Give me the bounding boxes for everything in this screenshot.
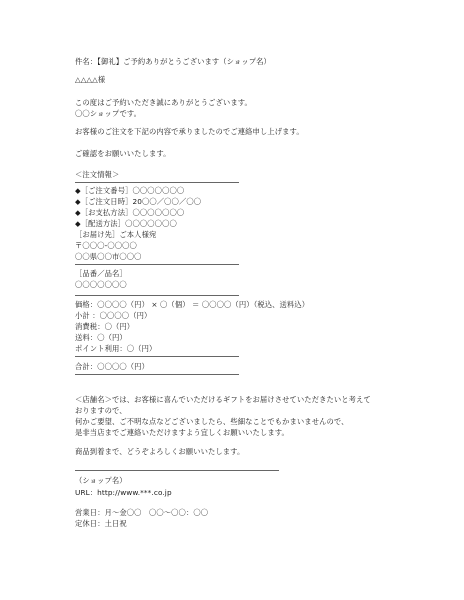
closing-line-1: ＜店舗名＞では、お客様に喜んでいただけるギフトをお届けさせていただきたいと考えて xyxy=(75,395,371,404)
divider xyxy=(75,264,239,265)
intro-order-received-line: お客様のご注文を下記の内容で承りましたのでご連絡申し上げます。 xyxy=(75,127,304,136)
divider xyxy=(75,182,239,183)
closing-line-3: 何かご要望、ご不明な点などございましたら、些細なことでもかまいませんので、 xyxy=(75,417,349,426)
order-info-heading: ＜注文情報＞ xyxy=(75,170,120,179)
total-line: 合計：〇〇〇〇（円） xyxy=(75,362,149,371)
postal-code-line: 〒〇〇〇-〇〇〇〇 xyxy=(75,241,137,250)
subtotal-line: 小計 ：〇〇〇〇（円） xyxy=(75,311,152,320)
divider xyxy=(75,374,239,375)
intro-thanks-line: この度はご予約いただき誠にありがとうございます。 xyxy=(75,98,252,107)
divider xyxy=(75,295,239,296)
email-subject: 件名：【御礼】ご予約ありがとうございます（ショップ名） xyxy=(75,57,271,66)
recipient-salutation: △△△△様 xyxy=(75,75,106,84)
order-number-line: ◆［ご注文番号］〇〇〇〇〇〇〇 xyxy=(75,186,185,195)
product-value: 〇〇〇〇〇〇〇 xyxy=(75,280,127,289)
divider xyxy=(75,356,239,357)
shipping-fee-line: 送料：〇（円） xyxy=(75,333,127,342)
closing-line-5: 商品到着まで、どうぞよろしくお願いいたします。 xyxy=(75,447,245,456)
tax-line: 消費税：〇（円） xyxy=(75,322,135,331)
points-used-line: ポイント利用：〇（円） xyxy=(75,344,157,353)
order-date-line: ◆［ご注文日時］20〇〇／〇〇／〇〇 xyxy=(75,197,202,206)
price-line: 価格：〇〇〇〇（円） × 〇（個） ＝ 〇〇〇〇（円）（税込、送料込） xyxy=(75,300,310,309)
shipping-method-line: ◆［配送方法］〇〇〇〇〇〇〇 xyxy=(75,219,177,228)
divider xyxy=(75,470,279,471)
closing-line-4: 是非当店までご連絡いただけますよう宜しくお願いいたします。 xyxy=(75,428,289,437)
signature-shop-name: （ショップ名） xyxy=(75,476,127,485)
payment-method-line: ◆［お支払方法］〇〇〇〇〇〇〇 xyxy=(75,208,185,217)
signature-url: URL：http://www.***.co.jp xyxy=(75,488,172,497)
address-line: 〇〇県〇〇市〇〇〇 xyxy=(75,252,142,261)
closing-line-2: おりますので、 xyxy=(75,406,127,415)
signature-business-days: 営業日：月～金〇〇 〇〇～〇〇：〇〇 xyxy=(75,508,209,517)
signature-closed-days: 定休日：土日祝 xyxy=(75,519,127,528)
delivery-to-line: ［お届け先］ご本人様宛 xyxy=(75,230,157,239)
product-heading: ［品番／品名］ xyxy=(75,269,127,278)
intro-shop-line: 〇〇ショップです。 xyxy=(75,109,142,118)
intro-confirm-line: ご確認をお願いいたします。 xyxy=(75,149,171,158)
